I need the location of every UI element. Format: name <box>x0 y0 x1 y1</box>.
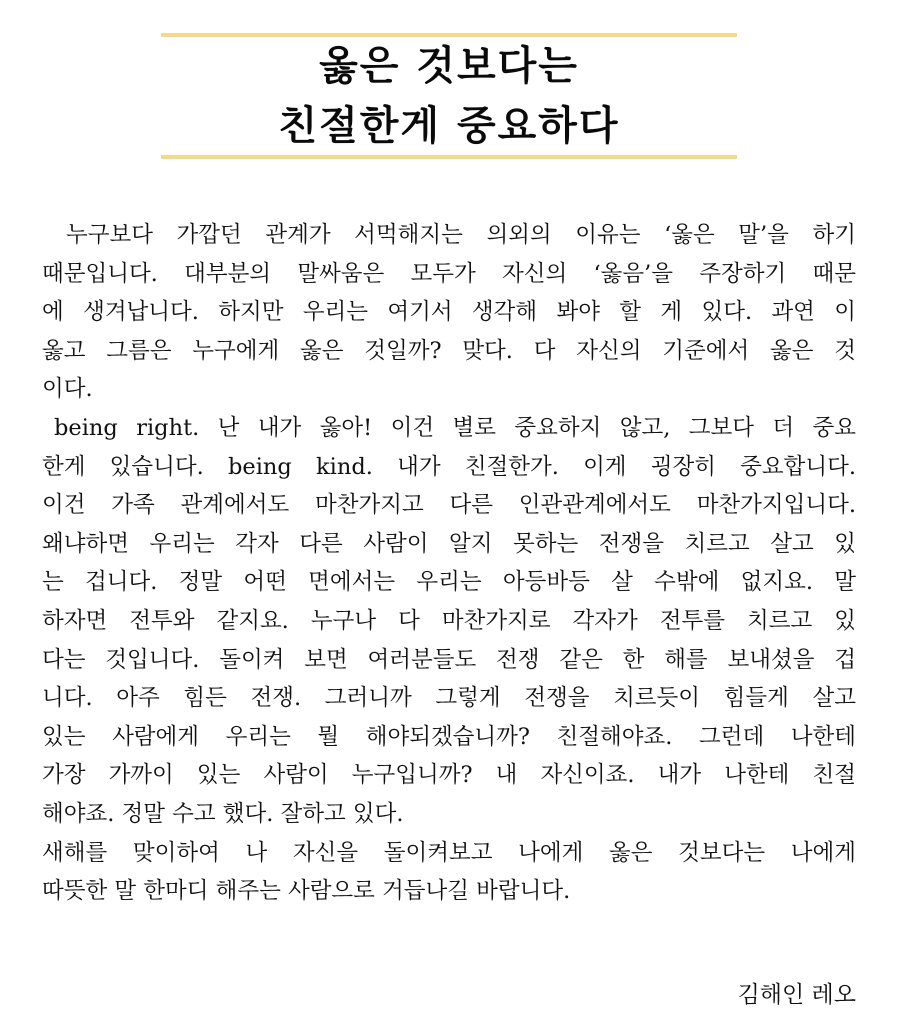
body-line: 이다. <box>42 376 93 403</box>
body-line: 따뜻한 말 한마디 해주는 사람으로 거듭나길 바랍니다. <box>42 878 571 905</box>
title-bottom-rule <box>161 155 737 159</box>
body-line: being right. 난 내가 옳아! 이건 별로 중요하지 않고, 그보다 더 중요 <box>54 414 856 441</box>
body-line: 때문입니다. 대부분의 말싸움은 모두가 자신의 ‘옳음’을 주장하기 때문 <box>42 260 856 287</box>
title-block <box>161 33 737 160</box>
title-line-2: 친절한게 중요하다 <box>278 103 620 149</box>
body-line: 는 겁니다. 정말 어떤 면에서는 우리는 아등바등 살 수밖에 없지요. 말 <box>42 569 856 596</box>
body-line: 왜냐하면 우리는 각자 다른 사람이 알지 못하는 전쟁을 치르고 살고 있 <box>42 530 856 557</box>
body-line: 있는 사람에게 우리는 뭘 해야되겠습니까? 친절해야죠. 그런데 나한테 <box>42 723 856 750</box>
body-line: 누구보다 가깝던 관계가 서먹해지는 의외의 이유는 ‘옳은 말’을 하기 <box>66 222 856 248</box>
body-line: 해야죠. 정말 수고 했다. 잘하고 있다. <box>42 800 404 827</box>
body-line: 다는 것입니다. 돌이켜 보면 여러분들도 전쟁 같은 한 해를 보내셨을 겁 <box>42 646 856 673</box>
body-line: 이건 가족 관계에서도 마찬가지고 다른 인관관계에서도 마찬가지입니다. <box>42 492 856 519</box>
body-line: 니다. 아주 힘든 전쟁. 그러니까 그렇게 전쟁을 치르듯이 힘들게 살고 <box>42 685 856 712</box>
body-line: 새해를 맞이하여 나 자신을 돌이켜보고 나에게 옳은 것보다는 나에게 <box>42 839 856 866</box>
body-line: 에 생겨납니다. 하지만 우리는 여기서 생각해 봐야 할 게 있다. 과연 이 <box>42 299 856 326</box>
author-signature: 김해인 레오 <box>737 982 856 1008</box>
title-top-rule <box>161 33 737 37</box>
body-text <box>42 216 856 911</box>
body-line: 가장 가까이 있는 사람이 누구입니까? 내 자신이죠. 내가 나한테 친절 <box>42 762 856 789</box>
body-line: 한게 있습니다. being kind. 내가 친절한가. 이게 굉장히 중요합니다. <box>42 453 856 480</box>
body-line: 옳고 그름은 누구에게 옳은 것일까? 맞다. 다 자신의 기준에서 옳은 것 <box>42 337 856 364</box>
title-line-1: 옳은 것보다는 <box>319 43 579 89</box>
body-line: 하자면 전투와 같지요. 누구나 다 마찬가지로 각자가 전투를 치르고 있 <box>42 607 856 634</box>
